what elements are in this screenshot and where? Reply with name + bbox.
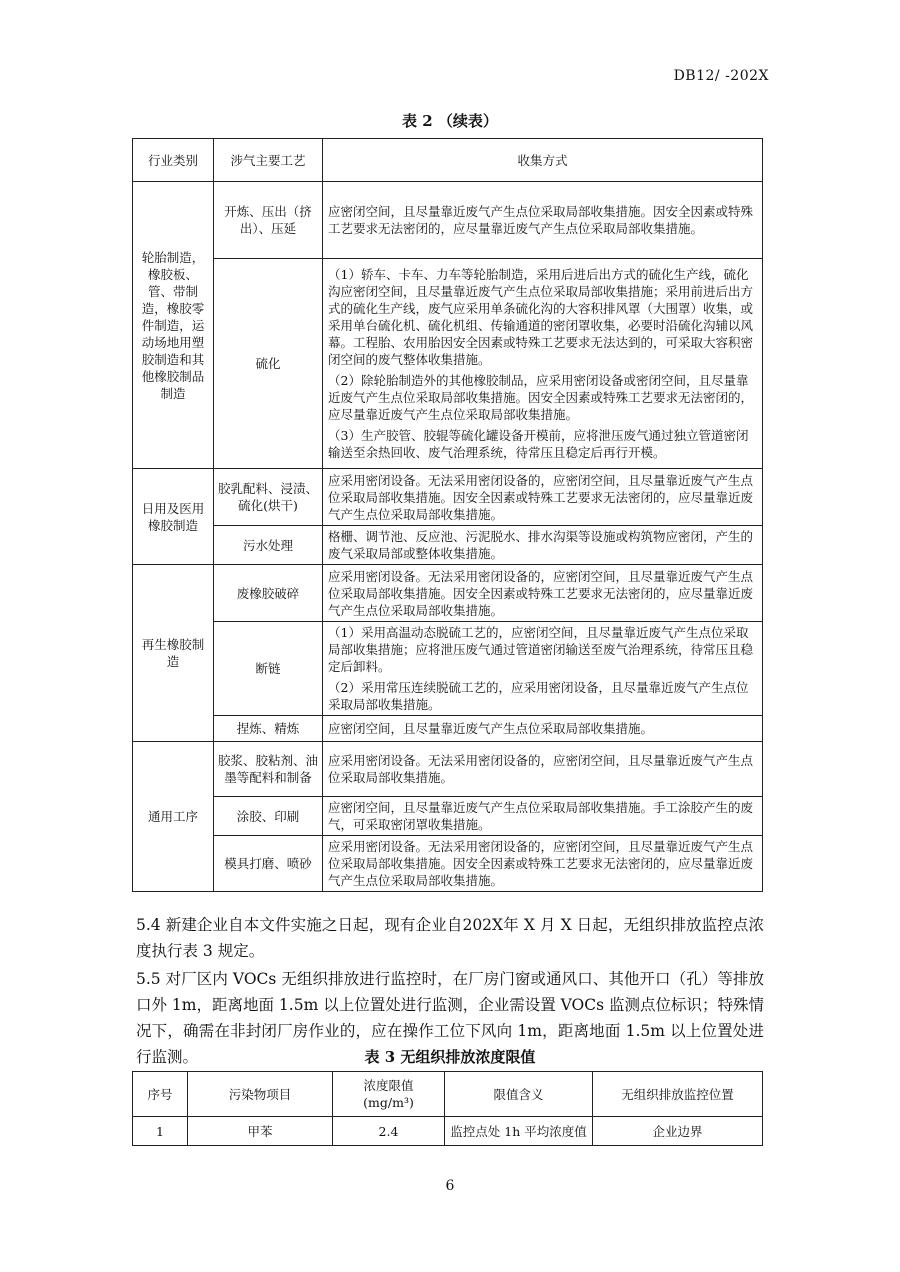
method-text: 应密闭空间，且尽量靠近废气产生点位采取局部收集措施。	[328, 721, 654, 736]
method-text: （1）轿车、卡车、力车等轮胎制造，采用后进后出方式的硫化生产线，硫化沟应密闭空间，且尽量靠近废气产生点位采取局部收集措施；采用前进后出方式的硫化生产线，废气应采用单条硫化沟的大容积排风罩（大围罩）收集，或采用单台硫化机、硫化机组、传输通道的密闭罩收集，必要时沿硫化沟辅以风幕。工程胎、农用胎因安全因素或特殊工艺要求无法达到的，可采取大容积密闭空间的废气整体收集措施。	[328, 267, 754, 367]
table2-caption: 表 2 （续表）	[402, 112, 498, 130]
table-header-row	[133, 139, 763, 182]
header-limit-label: 浓度限值	[363, 1078, 414, 1093]
limit-cell: 2.4	[333, 1117, 445, 1146]
table-row	[133, 716, 763, 742]
process-cell: 开炼、压出（挤出）、压延	[214, 182, 323, 259]
table-row	[133, 526, 763, 565]
method-cell	[323, 836, 763, 892]
method-text: （1）采用高温动态脱硫工艺的，应密闭空间，且尽量靠近废气产生点位采取局部收集措施；应将泄压废气通过管道密闭输送至废气治理系统，待常压且稳定后卸料。	[328, 625, 754, 674]
table3-caption: 表 3 无组织排放浓度限值	[364, 1048, 536, 1066]
header-industry: 行业类别	[133, 139, 214, 182]
method-text: 格栅、调节池、反应池、污泥脱水、排水沟渠等设施或构筑物应密闭，产生的废气采取局部或整体收集措施。	[328, 529, 754, 561]
page-number: 6	[445, 1178, 455, 1194]
process-cell: 胶浆、胶粘剂、油墨等配料和制备	[214, 742, 323, 797]
table-row	[133, 259, 763, 469]
clause-5-4: 5.4 新建企业自本文件实施之日起，现有企业自202X年 X 月 X 日起，无组织排放监控点浓度执行表 3 规定。	[136, 915, 764, 960]
header-location: 无组织排放监控位置	[593, 1072, 763, 1117]
header-limit	[333, 1072, 445, 1117]
method-cell	[323, 742, 763, 797]
method-text: 应采用密闭设备。无法采用密闭设备的，应密闭空间，且尽量靠近废气产生点位采取局部收集措施。	[328, 753, 754, 785]
method-text: 应采用密闭设备。无法采用密闭设备的，应密闭空间，且尽量靠近废气产生点位采取局部收集措施。因安全因素或特殊工艺要求无法密闭的，应尽量靠近废气产生点位采取局部收集措施。	[328, 568, 754, 618]
method-text: （2）采用常压连续脱硫工艺的，应采用密闭设备，且尽量靠近废气产生点位采取局部收集措施。	[328, 680, 749, 712]
table-row	[133, 742, 763, 797]
pollutant-cell: 甲苯	[188, 1117, 333, 1146]
process-cell: 涂胶、印刷	[214, 797, 323, 836]
category-cell: 通用工序	[133, 742, 214, 892]
method-cell	[323, 182, 763, 259]
method-text: 应密闭空间，且尽量靠近废气产生点位采取局部收集措施。因安全因素或特殊工艺要求无法密闭的，应尽量靠近废气产生点位采取局部收集措施。	[328, 204, 754, 236]
process-cell: 硫化	[214, 259, 323, 469]
method-cell	[323, 469, 763, 526]
process-cell: 废橡胶破碎	[214, 565, 323, 622]
table-row	[133, 836, 763, 892]
header-pollutant: 污染物项目	[188, 1072, 333, 1117]
serial-cell: 1	[133, 1117, 188, 1146]
method-text: 应采用密闭设备。无法采用密闭设备的，应密闭空间，且尽量靠近废气产生点位采取局部收集措施。因安全因素或特殊工艺要求无法密闭的，应尽量靠近废气产生点位采取局部收集措施。	[328, 472, 754, 522]
process-cell: 断链	[214, 622, 323, 716]
header-serial: 序号	[133, 1072, 188, 1117]
method-text: （2）除轮胎制造外的其他橡胶制品，应采用密闭设备或密闭空间，且尽量靠近废气产生点位采取局部收集措施。因安全因素或特殊工艺要求无法密闭的，应尽量靠近废气产生点位采取局部收集措施。	[328, 373, 754, 422]
method-cell	[323, 259, 763, 469]
header-process: 涉气主要工艺	[214, 139, 323, 182]
location-cell: 企业边界	[593, 1117, 763, 1146]
meaning-cell: 监控点处 1h 平均浓度值	[445, 1117, 593, 1146]
table-row	[133, 182, 763, 259]
method-cell	[323, 797, 763, 836]
clause-5-5: 5.5 对厂区内 VOCs 无组织排放进行监控时，在厂房门窗或通风口、其他开口（孔）等排放口外 1m，距离地面 1.5m 以上位置处进行监测，企业需设置 VOCs 监测点位标识；特殊情况下，确需在非封闭厂房作业的，应在操作工位下风向 1m，距离地面 1.5m 以上位置处进行监测。	[136, 969, 764, 1066]
fugitive-emission-limits-table	[132, 1071, 763, 1146]
process-cell: 捏炼、精炼	[214, 716, 323, 742]
method-cell	[323, 565, 763, 622]
process-cell: 胶乳配料、浸渍、硫化(烘干)	[214, 469, 323, 526]
header-method: 收集方式	[323, 139, 763, 182]
header-limit-unit: (mg/m³)	[363, 1095, 414, 1110]
table-row	[133, 1117, 763, 1146]
method-text: （3）生产胶管、胶辊等硫化罐设备开模前，应将泄压废气通过独立管道密闭输送至余热回收、废气治理系统，待常压且稳定后再行开模。	[328, 428, 749, 460]
table-row	[133, 469, 763, 526]
table-row	[133, 797, 763, 836]
method-cell	[323, 716, 763, 742]
category-cell: 轮胎制造，橡胶板、管、带制造，橡胶零件制造，运动场地用塑胶制造和其他橡胶制品制造	[133, 182, 214, 469]
method-text: 应密闭空间，且尽量靠近废气产生点位采取局部收集措施。手工涂胶产生的废气，可采取密闭罩收集措施。	[328, 800, 754, 832]
table-header-row	[133, 1072, 763, 1117]
category-cell: 日用及医用橡胶制造	[133, 469, 214, 565]
process-cell: 污水处理	[214, 526, 323, 565]
method-cell	[323, 526, 763, 565]
process-cell: 模具打磨、喷砂	[214, 836, 323, 892]
category-cell: 再生橡胶制造	[133, 565, 214, 742]
table-row	[133, 622, 763, 716]
method-text: 应采用密闭设备。无法采用密闭设备的，应密闭空间，且尽量靠近废气产生点位采取局部收集措施。因安全因素或特殊工艺要求无法密闭的，应尽量靠近废气产生点位采取局部收集措施。	[328, 839, 754, 888]
standard-code: DB12/ -202X	[673, 68, 769, 84]
table-row	[133, 565, 763, 622]
method-cell	[323, 622, 763, 716]
header-meaning: 限值含义	[445, 1072, 593, 1117]
collection-methods-table	[132, 138, 763, 892]
